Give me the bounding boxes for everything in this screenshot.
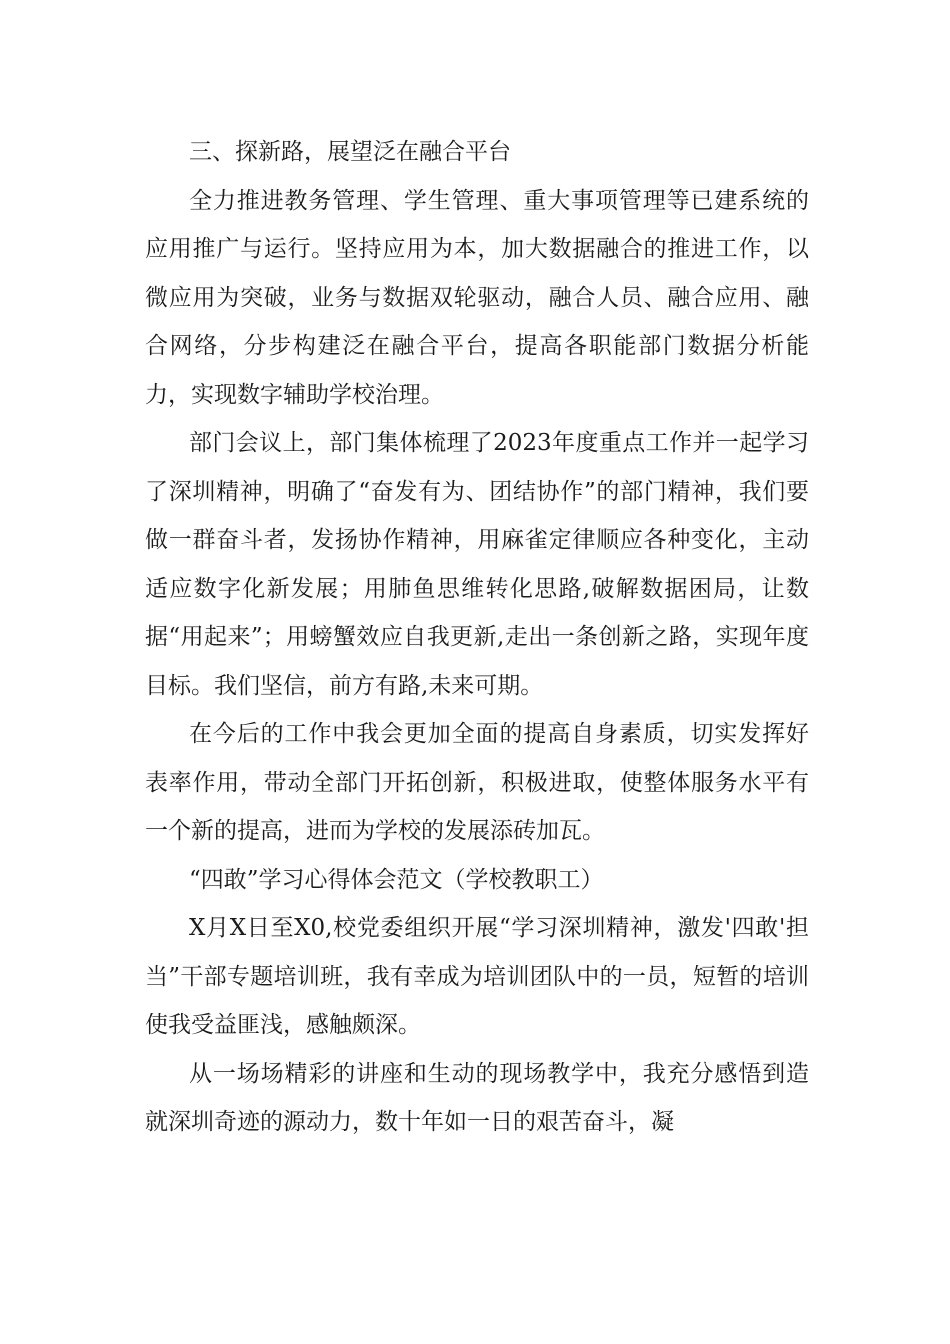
body-paragraph: X月X日至X0,校党委组织开展“学习深圳精神，激发'四敢'担当”干部专题培训班，我有幸成为培训团队中的一员，短暂的培训使我受益匪浅，感触颇深。 [145,915,809,1038]
article-title: “四敢”学习心得体会范文（学校教职工） [189,866,604,893]
body-paragraph: 部门会议上，部门集体梳理了2023年度重点工作并一起学习了深圳精神，明确了“奋发有为、团结协作”的部门精神，我们要做一群奋斗者，发扬协作精神，用麻雀定律顺应各种变化，主动适应数字化新发展；用肺鱼思维转化思路,破解数据困局，让数据“用起来”；用螃蟹效应自我更新,走出一条创新之路，实现年度目标。我们坚信，前方有路,未来可期。 [145,430,809,699]
body-paragraph: 全力推进教务管理、学生管理、重大事项管理等已建系统的应用推广与运行。坚持应用为本，加大数据融合的推进工作，以微应用为突破，业务与数据双轮驱动，融合人员、融合应用、融合网络，分步构建泛在融合平台，提高各职能部门数据分析能力，实现数字辅助学校治理。 [145,187,809,408]
section-heading: 三、探新路，展望泛在融合平台 [189,139,511,165]
body-paragraph: 在今后的工作中我会更加全面的提高自身素质，切实发挥好表率作用，带动全部门开拓创新，积极进取，使整体服务水平有一个新的提高，进而为学校的发展添砖加瓦。 [145,721,809,844]
body-paragraph: 从一场场精彩的讲座和生动的现场教学中，我充分感悟到造就深圳奇迹的源动力，数十年如一日的艰苦奋斗，凝 [145,1060,809,1135]
document-body [145,128,809,1147]
